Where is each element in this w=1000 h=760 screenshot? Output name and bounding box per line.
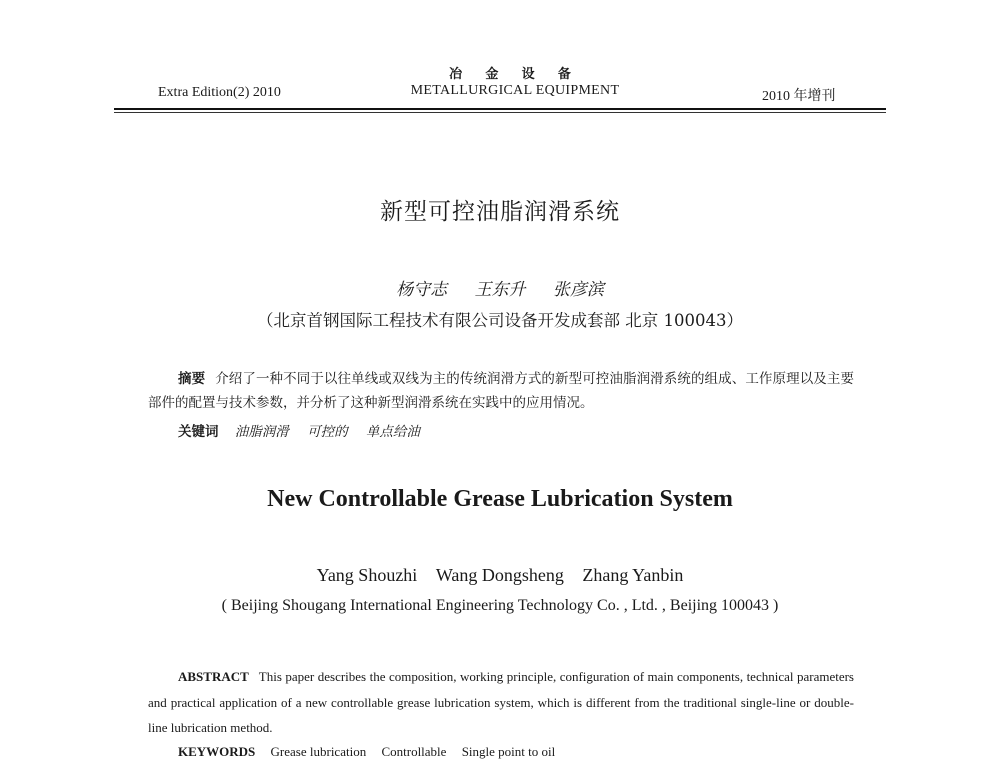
keyword-cn: 油脂润滑 [234,424,289,440]
keywords-cn-label: 关键词 [178,424,219,440]
header-rule-thick [114,108,886,110]
affiliation-cn: （北京首钢国际工程技术有限公司设备开发成套部 北京 100043） [257,311,743,330]
paper-title-en: New Controllable Grease Lubrication System [267,486,733,512]
paper-title-cn: 新型可控油脂润滑系统 [380,199,620,225]
author-en: Yang Shouzhi [316,565,418,585]
affiliation-en: ( Beijing Shougang International Engineering Technology Co. , Ltd. , Beijing 100043 ) [221,597,779,614]
abstract-cn [148,367,854,415]
abstract-en-text: This paper describes the composition, working principle, configuration of main components, technical parameters and practical application of a new controllable grease lubrication system, which is different from the traditional single-line or double-line lubrication method. [148,669,854,735]
author-en: Wang Dongsheng [435,565,564,585]
keywords-cn [178,420,434,440]
abstract-cn-text: 介绍了一种不同于以往单线或双线为主的传统润滑方式的新型可控油脂润滑系统的组成、工作原理以及主要部件的配置与技术参数，并分析了这种新型润滑系统在实践中的应用情况。 [148,371,854,411]
header-rule-thin [114,112,886,113]
keywords-en [178,744,567,760]
header-edition: Extra Edition(2) 2010 [158,85,281,100]
abstract-en-label: ABSTRACT [178,669,249,684]
keyword-cn: 单点给油 [365,424,420,440]
author-en: Zhang Yanbin [582,565,684,585]
journal-name [400,66,630,100]
authors-en [0,565,1000,586]
keyword-en: Single point to oil [461,744,556,759]
abstract-en [148,664,854,741]
keyword-cn: 可控的 [307,424,348,440]
abstract-cn-label: 摘要 [178,371,206,387]
keyword-en: Grease lubrication [270,744,367,759]
journal-name-en: METALLURGICAL EQUIPMENT [410,83,620,98]
header-issue: 2010 年增刊 [762,89,836,104]
keywords-en-label: KEYWORDS [178,744,256,759]
journal-name-cn: 冶 金 设 备 [449,66,581,81]
authors-cn: 杨守志 王东升 张彦滨 [396,280,604,300]
keyword-en: Controllable [381,744,447,759]
